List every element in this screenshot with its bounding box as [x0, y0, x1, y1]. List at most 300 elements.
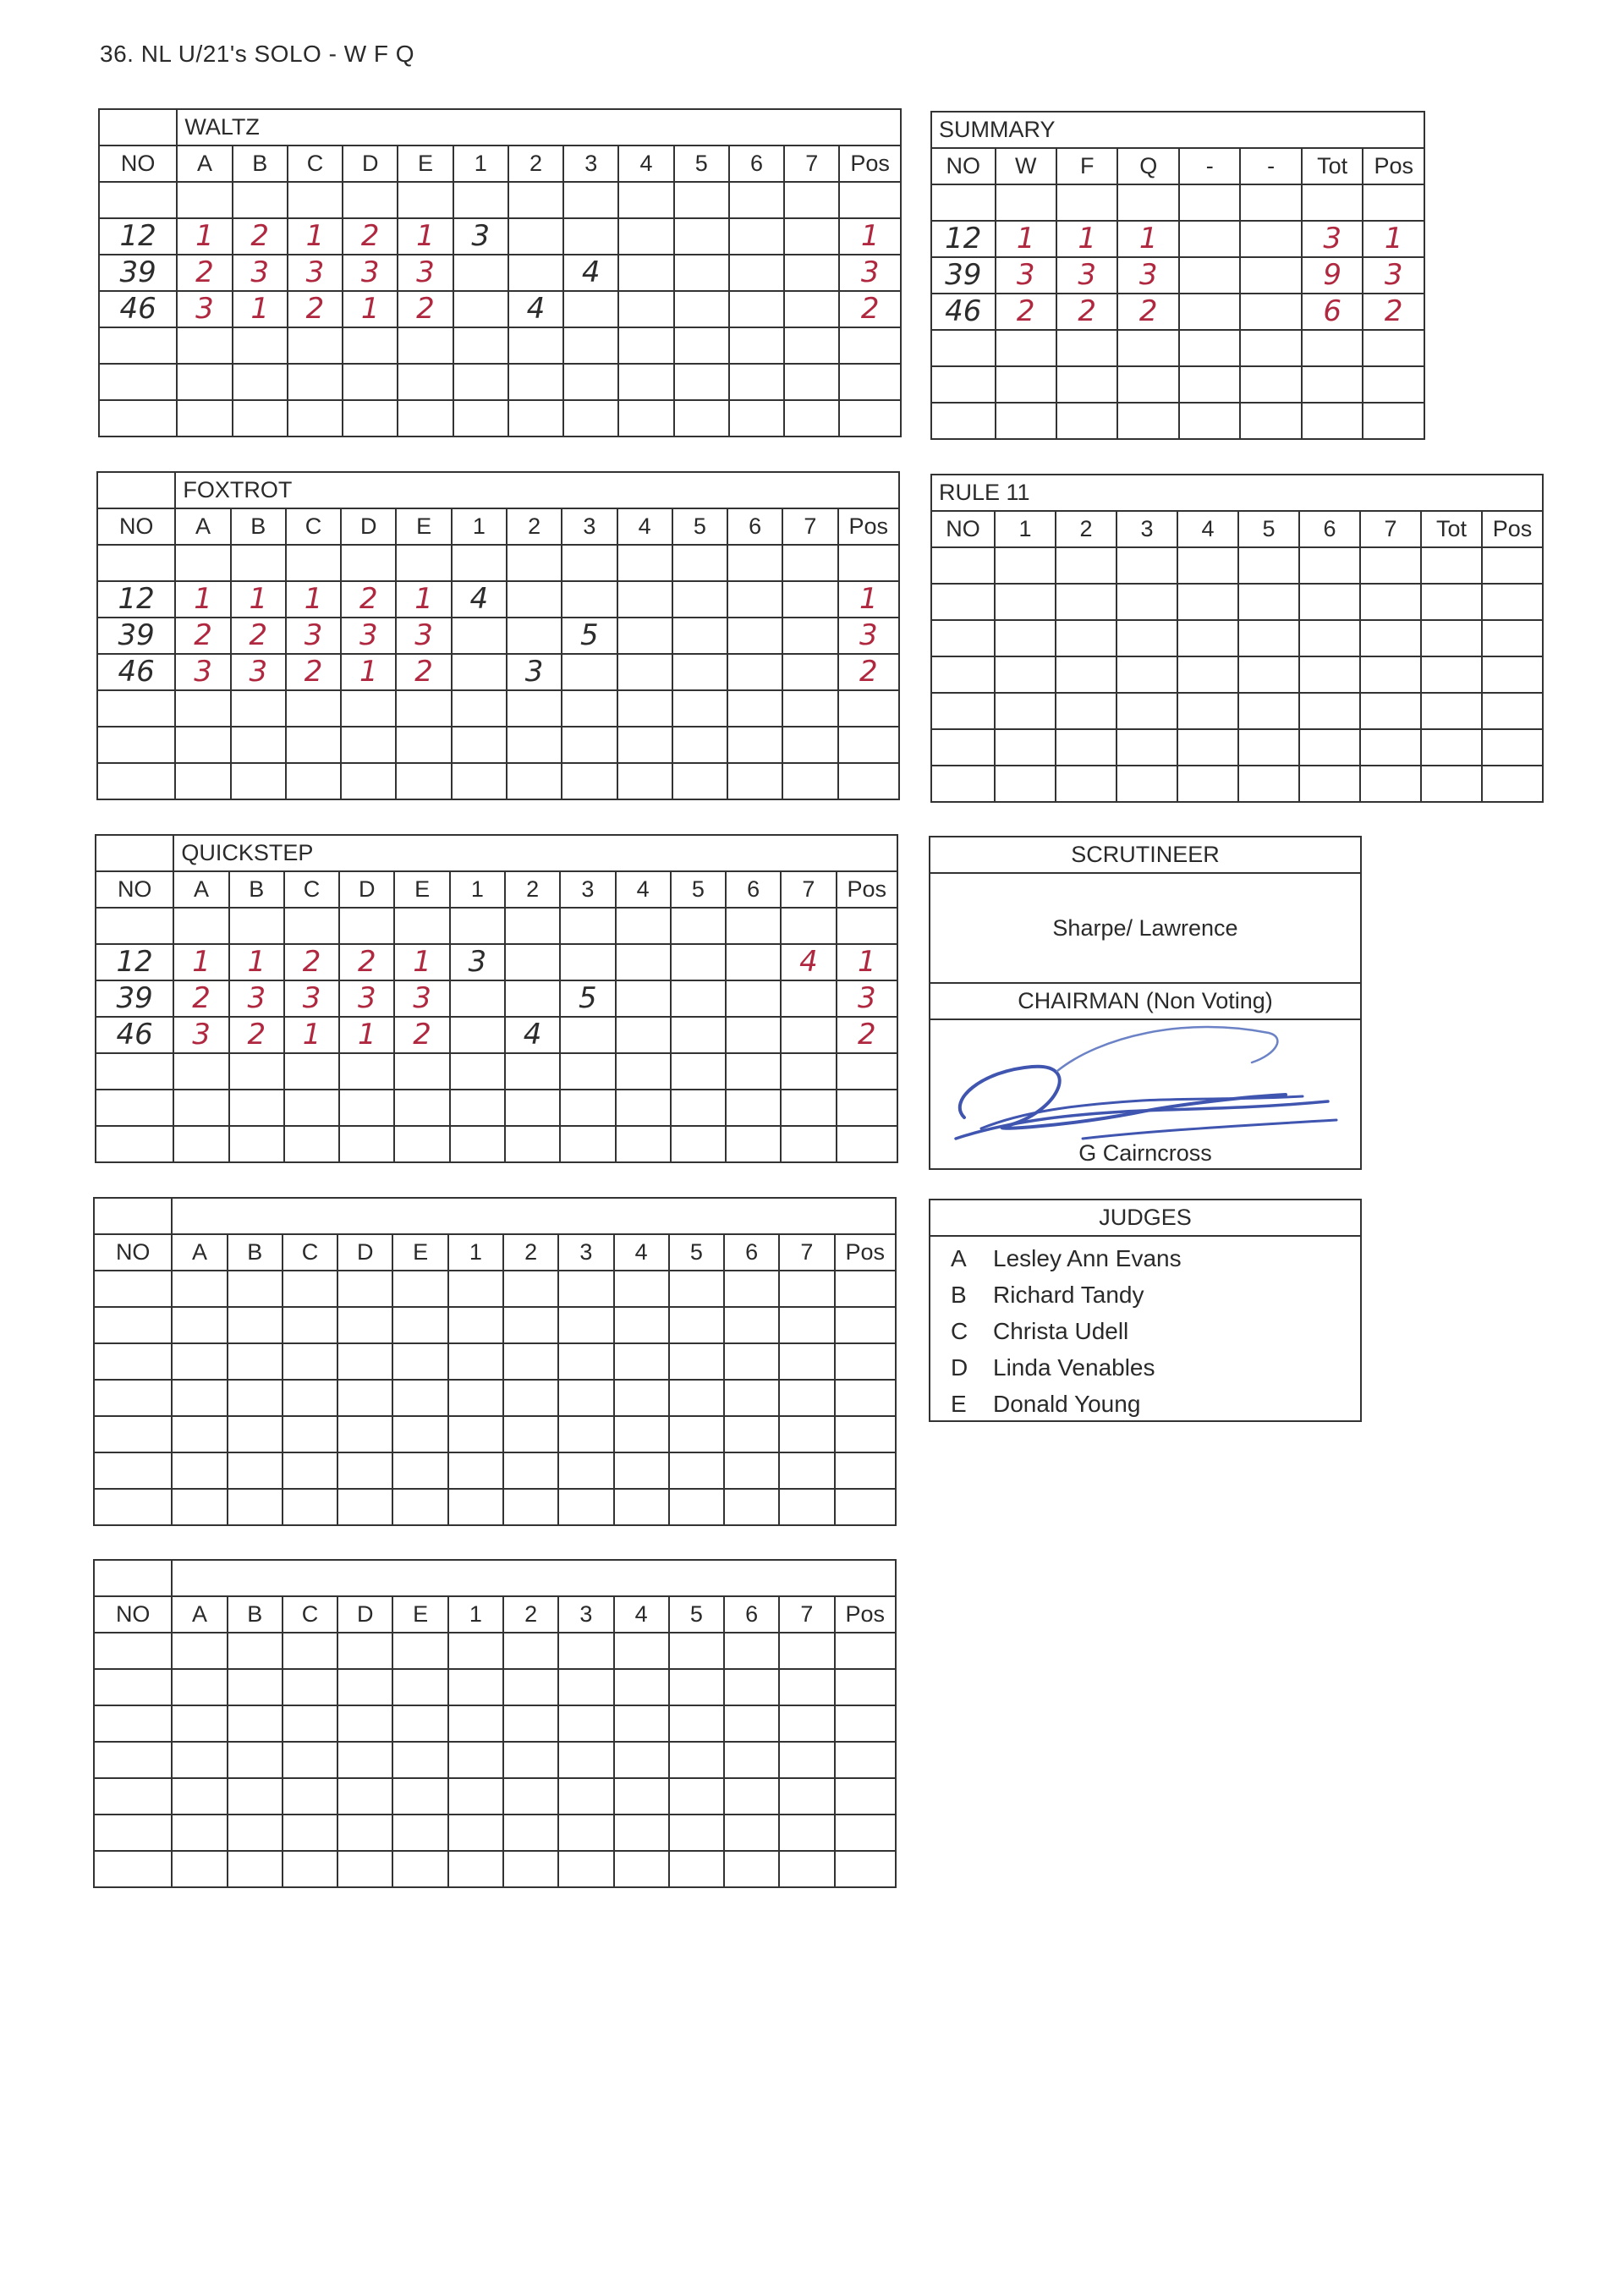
empty-cell — [669, 1633, 724, 1669]
empty-cell — [233, 182, 288, 218]
empty-cell — [672, 654, 727, 690]
empty-cell — [284, 908, 339, 944]
competitor-number-value: 39 — [116, 981, 153, 1015]
column-header: 2 — [505, 871, 560, 908]
empty-cell — [1360, 766, 1421, 802]
judge-mark — [173, 980, 228, 1017]
position-value: 2 — [860, 292, 880, 326]
column-header: A — [173, 871, 228, 908]
empty-cell — [784, 255, 839, 291]
table-row — [96, 1090, 897, 1126]
competitor-number — [97, 618, 175, 654]
column-header: Pos — [1482, 511, 1543, 547]
summary-no — [931, 221, 996, 257]
empty-cell — [729, 400, 784, 436]
empty-cell — [288, 327, 343, 364]
empty-cell — [1363, 184, 1424, 221]
summary-w — [996, 294, 1056, 330]
empty-cell — [838, 763, 899, 799]
empty-cell — [779, 1452, 834, 1489]
empty-cell — [394, 1090, 449, 1126]
empty-cell — [177, 364, 232, 400]
empty-cell — [781, 1126, 836, 1162]
empty-cell — [614, 1416, 669, 1452]
empty-cell — [618, 364, 673, 400]
judge-mark-value: 1 — [195, 219, 214, 253]
place-count-value: 5 — [579, 981, 597, 1015]
column-header: NO — [931, 511, 995, 547]
empty-cell — [94, 1416, 172, 1452]
empty-cell — [283, 1343, 337, 1380]
empty-cell — [1179, 294, 1240, 330]
empty-cell — [617, 581, 672, 618]
empty-cell — [343, 400, 398, 436]
position-value: 2 — [857, 1018, 876, 1051]
empty-cell — [398, 327, 453, 364]
empty-cell — [1179, 366, 1240, 403]
judge-entry — [951, 1349, 1360, 1386]
dance-table-blank-1 — [93, 1197, 897, 1526]
judge-mark — [284, 944, 339, 980]
empty-cell — [175, 763, 230, 799]
empty-cell — [94, 1307, 172, 1343]
empty-cell — [337, 1705, 392, 1742]
place-count — [452, 581, 507, 618]
empty-cell — [1177, 584, 1238, 620]
column-header: B — [231, 508, 286, 545]
dance-title: FOXTROT — [175, 472, 899, 508]
table-row — [94, 1307, 896, 1343]
empty-cell — [450, 908, 505, 944]
empty-cell — [448, 1380, 503, 1416]
judge-mark — [286, 581, 341, 618]
position — [837, 944, 897, 980]
empty-cell — [995, 620, 1056, 656]
empty-cell — [995, 729, 1056, 766]
empty-cell — [453, 291, 508, 327]
rule11-header-row — [931, 511, 1543, 547]
empty-cell — [837, 908, 897, 944]
summary-q — [1117, 257, 1178, 294]
column-header: Pos — [835, 1596, 896, 1633]
empty-cell — [779, 1815, 834, 1851]
judge-mark-value: 1 — [360, 292, 380, 326]
empty-cell — [396, 727, 451, 763]
empty-cell — [669, 1851, 724, 1887]
empty-cell — [1116, 620, 1177, 656]
judge-mark-value: 2 — [195, 255, 214, 289]
empty-cell — [995, 766, 1056, 802]
table-row — [94, 1633, 896, 1669]
empty-cell — [508, 327, 563, 364]
empty-cell — [618, 291, 673, 327]
judge-mark-value: 1 — [194, 582, 212, 616]
empty-cell — [343, 327, 398, 364]
place-count-value: 5 — [580, 618, 599, 652]
empty-cell — [724, 1416, 779, 1452]
empty-cell — [838, 727, 899, 763]
empty-cell — [396, 690, 451, 727]
competitor-number — [97, 581, 175, 618]
empty-cell — [616, 980, 671, 1017]
column-header: W — [996, 148, 1056, 184]
judge-mark-value: 1 — [357, 1018, 376, 1051]
summary-w-value: 1 — [1016, 222, 1035, 255]
empty-cell — [1179, 184, 1240, 221]
empty-cell — [617, 654, 672, 690]
empty-cell — [398, 182, 453, 218]
empty-cell — [1177, 620, 1238, 656]
position — [838, 618, 899, 654]
empty-cell — [392, 1380, 447, 1416]
table-row — [931, 584, 1543, 620]
empty-cell — [1240, 257, 1301, 294]
empty-cell — [173, 1126, 228, 1162]
empty-cell — [614, 1489, 669, 1525]
empty-cell — [724, 1669, 779, 1705]
empty-cell — [1056, 366, 1117, 403]
empty-cell — [835, 1452, 896, 1489]
column-header: Tot — [1421, 511, 1482, 547]
dance-title-row — [94, 1198, 896, 1234]
empty-cell — [835, 1669, 896, 1705]
empty-cell — [288, 364, 343, 400]
dance-title-row — [99, 109, 901, 145]
judge-mark — [398, 218, 453, 255]
judge-mark-value: 3 — [247, 981, 266, 1015]
empty-cell — [669, 1815, 724, 1851]
empty-cell — [394, 1053, 449, 1090]
dance-header-row — [97, 508, 899, 545]
empty-cell — [1238, 547, 1299, 584]
empty-cell — [94, 1633, 172, 1669]
judge-mark — [339, 1017, 394, 1053]
empty-cell — [94, 1452, 172, 1489]
competitor-number-value: 12 — [119, 219, 156, 253]
judge-mark-value: 2 — [414, 655, 433, 689]
empty-cell — [228, 1307, 283, 1343]
empty-cell — [452, 654, 507, 690]
empty-cell — [1240, 294, 1301, 330]
empty-cell — [283, 1669, 337, 1705]
empty-cell — [228, 1851, 283, 1887]
summary-q — [1117, 221, 1178, 257]
rule11-title: RULE 11 — [931, 475, 1543, 511]
empty-cell — [233, 327, 288, 364]
table-row — [96, 908, 897, 944]
empty-cell — [448, 1416, 503, 1452]
judge-mark — [288, 291, 343, 327]
summary-q-value: 1 — [1138, 222, 1158, 255]
summary-f-value: 3 — [1078, 258, 1097, 292]
summary-q — [1117, 294, 1178, 330]
empty-cell — [448, 1778, 503, 1815]
table-row — [97, 727, 899, 763]
empty-cell — [729, 291, 784, 327]
column-header: A — [172, 1596, 227, 1633]
empty-cell — [337, 1815, 392, 1851]
empty-cell — [172, 1416, 227, 1452]
empty-cell — [837, 1126, 897, 1162]
empty-cell — [562, 654, 617, 690]
column-header: C — [288, 145, 343, 182]
place-count — [560, 980, 615, 1017]
column-header: 5 — [672, 508, 727, 545]
empty-cell — [1056, 403, 1117, 439]
empty-cell — [450, 1126, 505, 1162]
column-header: 7 — [1360, 511, 1421, 547]
judge-entry — [951, 1240, 1360, 1277]
empty-cell — [616, 1126, 671, 1162]
empty-cell — [172, 1778, 227, 1815]
table-row — [94, 1416, 896, 1452]
column-header: 5 — [1238, 511, 1299, 547]
column-header: B — [233, 145, 288, 182]
table-row — [94, 1669, 896, 1705]
empty-cell — [1360, 620, 1421, 656]
empty-cell — [669, 1669, 724, 1705]
position-value: 2 — [859, 655, 878, 689]
empty-cell — [175, 727, 230, 763]
judge-mark-value: 1 — [247, 945, 266, 979]
empty-cell — [729, 327, 784, 364]
empty-cell — [614, 1742, 669, 1778]
empty-cell — [1179, 403, 1240, 439]
empty-cell — [503, 1815, 558, 1851]
place-count — [450, 944, 505, 980]
empty-cell — [503, 1669, 558, 1705]
empty-cell — [562, 545, 617, 581]
empty-cell — [450, 980, 505, 1017]
empty-cell — [448, 1489, 503, 1525]
scrutineer-title: SCRUTINEER — [930, 837, 1360, 874]
empty-cell — [931, 584, 995, 620]
empty-cell — [779, 1742, 834, 1778]
empty-cell — [1482, 584, 1543, 620]
empty-cell — [1421, 584, 1482, 620]
empty-cell — [283, 1307, 337, 1343]
dance-header-row — [96, 871, 897, 908]
empty-cell — [669, 1489, 724, 1525]
column-header: 1 — [453, 145, 508, 182]
empty-cell — [94, 1669, 172, 1705]
summary-pos — [1363, 257, 1424, 294]
empty-cell — [172, 1633, 227, 1669]
table-row — [99, 291, 901, 327]
table-row — [99, 218, 901, 255]
empty-cell — [839, 327, 901, 364]
empty-cell — [286, 763, 341, 799]
position-value: 3 — [857, 981, 876, 1015]
empty-cell — [398, 400, 453, 436]
competitor-number — [96, 1017, 173, 1053]
empty-cell — [231, 727, 286, 763]
empty-cell — [283, 1742, 337, 1778]
table-row — [97, 618, 899, 654]
column-header: D — [337, 1234, 392, 1271]
empty-cell — [503, 1271, 558, 1307]
empty-cell — [558, 1307, 613, 1343]
empty-cell — [560, 1053, 615, 1090]
empty-cell — [392, 1307, 447, 1343]
dance-header-row — [99, 145, 901, 182]
empty-cell — [1482, 693, 1543, 729]
empty-cell — [563, 182, 618, 218]
empty-cell — [1482, 729, 1543, 766]
summary-tot — [1302, 221, 1363, 257]
empty-cell — [1421, 656, 1482, 693]
empty-cell — [779, 1669, 834, 1705]
table-row — [931, 403, 1424, 439]
empty-cell — [1360, 584, 1421, 620]
empty-cell — [726, 1090, 781, 1126]
judge-mark-value: 2 — [250, 219, 270, 253]
table-row — [96, 980, 897, 1017]
empty-cell — [507, 545, 562, 581]
column-header: 2 — [503, 1234, 558, 1271]
empty-cell — [177, 327, 232, 364]
empty-cell — [727, 654, 782, 690]
judge-mark — [288, 218, 343, 255]
column-header: E — [398, 145, 453, 182]
empty-cell — [503, 1489, 558, 1525]
empty-cell — [558, 1271, 613, 1307]
judge-mark — [175, 618, 230, 654]
column-header: Q — [1117, 148, 1178, 184]
empty-cell — [784, 182, 839, 218]
empty-cell — [784, 218, 839, 255]
empty-cell — [724, 1742, 779, 1778]
column-header: 7 — [779, 1234, 834, 1271]
empty-cell — [503, 1851, 558, 1887]
empty-cell — [283, 1633, 337, 1669]
empty-cell — [835, 1778, 896, 1815]
table-row — [931, 257, 1424, 294]
empty-cell — [337, 1271, 392, 1307]
empty-cell — [669, 1452, 724, 1489]
column-header: D — [343, 145, 398, 182]
empty-cell — [931, 184, 996, 221]
column-header: 4 — [614, 1234, 669, 1271]
empty-cell — [726, 1017, 781, 1053]
empty-cell — [726, 944, 781, 980]
empty-cell — [453, 400, 508, 436]
empty-cell — [724, 1307, 779, 1343]
column-header: 7 — [784, 145, 839, 182]
empty-cell — [614, 1343, 669, 1380]
empty-cell — [1240, 184, 1301, 221]
empty-cell — [229, 1126, 284, 1162]
position — [839, 218, 901, 255]
empty-cell — [1421, 693, 1482, 729]
empty-cell — [1240, 403, 1301, 439]
empty-cell — [779, 1307, 834, 1343]
dance-title-row — [96, 835, 897, 871]
empty-cell — [1179, 330, 1240, 366]
column-header: 6 — [727, 508, 782, 545]
empty-cell — [724, 1380, 779, 1416]
empty-cell — [617, 618, 672, 654]
empty-cell — [448, 1851, 503, 1887]
empty-cell — [671, 908, 726, 944]
empty-cell — [1299, 620, 1360, 656]
empty-cell — [835, 1489, 896, 1525]
empty-cell — [674, 182, 729, 218]
judge-mark — [284, 1017, 339, 1053]
empty-cell — [341, 545, 396, 581]
empty-cell — [283, 1416, 337, 1452]
empty-cell — [779, 1633, 834, 1669]
empty-cell — [229, 1090, 284, 1126]
judge-mark — [231, 581, 286, 618]
empty-cell — [172, 1705, 227, 1742]
empty-cell — [1363, 366, 1424, 403]
column-header: NO — [96, 871, 173, 908]
empty-cell — [1360, 547, 1421, 584]
empty-cell — [337, 1380, 392, 1416]
table-row — [94, 1489, 896, 1525]
empty-cell — [838, 690, 899, 727]
column-header: 4 — [617, 508, 672, 545]
dance-title — [172, 1198, 896, 1234]
competitor-number-value: 12 — [116, 945, 153, 979]
empty-cell — [97, 727, 175, 763]
empty-cell — [1421, 729, 1482, 766]
empty-cell — [94, 1851, 172, 1887]
empty-cell — [996, 184, 1056, 221]
empty-cell — [503, 1307, 558, 1343]
empty-cell — [724, 1705, 779, 1742]
empty-cell — [558, 1380, 613, 1416]
judge-mark — [173, 1017, 228, 1053]
judge-mark-value: 3 — [192, 1018, 211, 1051]
judges-list — [930, 1237, 1360, 1422]
empty-cell — [618, 400, 673, 436]
judge-mark — [177, 218, 232, 255]
empty-cell — [452, 727, 507, 763]
empty-cell — [392, 1452, 447, 1489]
empty-cell — [674, 327, 729, 364]
summary-pos-value: 1 — [1384, 222, 1403, 255]
empty-cell — [996, 330, 1056, 366]
empty-cell — [337, 1489, 392, 1525]
column-header: D — [341, 508, 396, 545]
judge-mark-value: 3 — [194, 655, 212, 689]
empty-cell — [837, 1090, 897, 1126]
empty-cell — [727, 545, 782, 581]
column-header: C — [283, 1596, 337, 1633]
empty-cell — [781, 1017, 836, 1053]
empty-cell — [1482, 766, 1543, 802]
dance-title-row — [97, 472, 899, 508]
empty-cell — [784, 327, 839, 364]
empty-cell — [339, 908, 394, 944]
empty-cell — [392, 1669, 447, 1705]
judge-mark — [233, 291, 288, 327]
judge-mark — [343, 291, 398, 327]
column-header: NO — [931, 148, 996, 184]
judge-mark — [396, 654, 451, 690]
dance-table-foxtrot — [96, 471, 900, 800]
summary-f — [1056, 257, 1117, 294]
empty-cell — [560, 1126, 615, 1162]
summary-w-value: 2 — [1016, 294, 1035, 328]
empty-cell — [172, 1452, 227, 1489]
empty-cell — [671, 980, 726, 1017]
summary-no-value: 39 — [945, 258, 982, 292]
column-header: 3 — [558, 1596, 613, 1633]
judge-mark — [394, 980, 449, 1017]
